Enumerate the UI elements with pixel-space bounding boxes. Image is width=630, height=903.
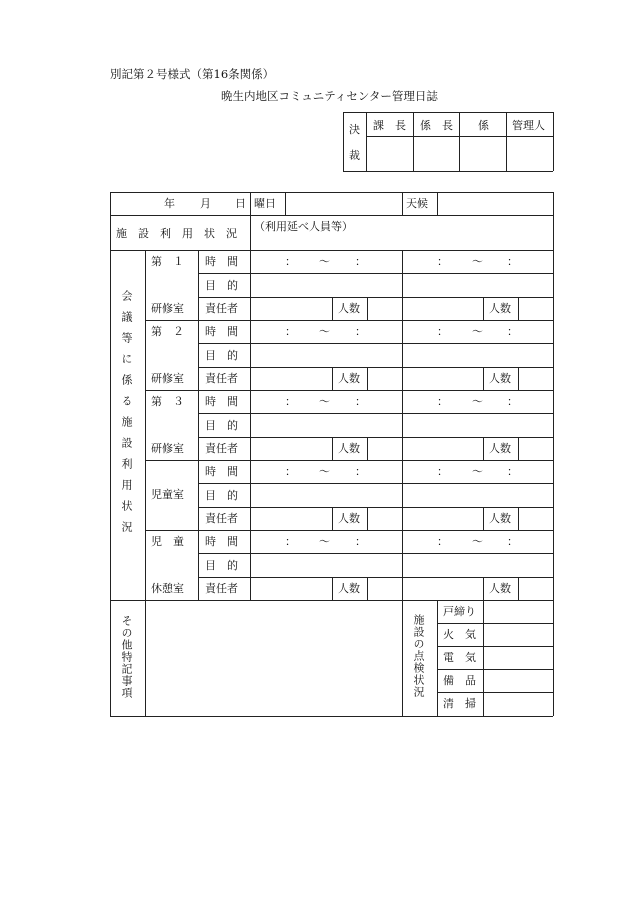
time-colon: ： (285, 255, 296, 268)
row-label-person: 責任者 (205, 302, 238, 315)
row-label-purpose: 目 的 (205, 349, 238, 362)
approval-col-subsection-chief: 係 長 (420, 119, 453, 132)
time-tilde: ～ (472, 255, 483, 268)
time-colon: ： (507, 535, 518, 548)
other-notes-label: その他特記事項 (120, 615, 133, 699)
count-label: 人数 (338, 442, 360, 455)
row-label-time: 時 間 (205, 255, 238, 268)
time-colon: ： (285, 465, 296, 478)
time-tilde: ～ (472, 465, 483, 478)
row-label-person: 責任者 (205, 512, 238, 525)
room-1-line3: 研修室 (151, 302, 184, 315)
time-colon: ： (285, 395, 296, 408)
row-label-time: 時 間 (205, 535, 238, 548)
room-4-label: 児童室 (151, 488, 184, 501)
row-label-time: 時 間 (205, 395, 238, 408)
time-colon: ： (355, 395, 366, 408)
time-colon: ： (437, 465, 448, 478)
room-2-line1: 第 ２ (151, 325, 184, 338)
weekday-label: 曜日 (254, 197, 276, 210)
usage-note: （利用延べ人員等） (254, 220, 353, 233)
count-label: 人数 (489, 512, 511, 525)
time-colon: ： (437, 535, 448, 548)
room-5-line3: 休憩室 (151, 582, 184, 595)
time-colon: ： (437, 395, 448, 408)
count-label: 人数 (338, 582, 360, 595)
weather-label: 天候 (406, 197, 428, 210)
room-3-line1: 第 ３ (151, 395, 184, 408)
time-colon: ： (507, 255, 518, 268)
room-2-line3: 研修室 (151, 372, 184, 385)
time-tilde: ～ (319, 535, 330, 548)
count-label: 人数 (489, 302, 511, 315)
time-colon: ： (355, 465, 366, 478)
inspection-item-locking: 戸締り (443, 605, 476, 618)
usage-label: 施 設 利 用 状 況 (116, 227, 237, 240)
approval-col-manager: 管理人 (512, 119, 545, 132)
room-1-line1: 第 １ (151, 255, 184, 268)
row-label-purpose: 目 的 (205, 419, 238, 432)
approval-col-section-chief: 課 長 (373, 119, 406, 132)
time-colon: ： (285, 535, 296, 548)
row-label-time: 時 間 (205, 465, 238, 478)
time-tilde: ～ (319, 255, 330, 268)
time-colon: ： (507, 395, 518, 408)
row-label-purpose: 目 的 (205, 489, 238, 502)
count-label: 人数 (489, 372, 511, 385)
time-colon: ： (507, 325, 518, 338)
count-label: 人数 (338, 372, 360, 385)
count-label: 人数 (338, 302, 360, 315)
count-label: 人数 (338, 512, 360, 525)
inspection-label: 施設の点検状況 (412, 614, 425, 698)
row-label-person: 責任者 (205, 372, 238, 385)
approval-label: 決 (349, 123, 360, 136)
time-tilde: ～ (472, 535, 483, 548)
inspection-item-equipment: 備 品 (443, 674, 476, 687)
inspection-item-cleaning: 清 掃 (443, 697, 476, 710)
time-tilde: ～ (319, 325, 330, 338)
time-tilde: ～ (319, 395, 330, 408)
inspection-item-electricity: 電 気 (443, 651, 476, 664)
approval-label: 裁 (349, 149, 360, 162)
date-year-label: 年 (164, 197, 175, 210)
date-day-label: 日 (235, 197, 246, 210)
form-note: 別記第２号様式（第16条関係） (110, 67, 275, 81)
room-5-line1: 児 童 (151, 535, 184, 548)
time-colon: ： (355, 255, 366, 268)
row-label-purpose: 目 的 (205, 279, 238, 292)
meeting-side-label: 会議等に係る施設利用状況 (120, 290, 133, 542)
count-label: 人数 (489, 582, 511, 595)
time-tilde: ～ (472, 325, 483, 338)
time-colon: ： (437, 255, 448, 268)
count-label: 人数 (489, 442, 511, 455)
time-colon: ： (507, 465, 518, 478)
row-label-time: 時 間 (205, 325, 238, 338)
row-label-person: 責任者 (205, 582, 238, 595)
row-label-purpose: 目 的 (205, 559, 238, 572)
date-month-label: 月 (200, 197, 211, 210)
time-colon: ： (437, 325, 448, 338)
time-colon: ： (355, 325, 366, 338)
time-tilde: ～ (319, 465, 330, 478)
row-label-person: 責任者 (205, 442, 238, 455)
approval-col-staff: 係 (478, 119, 489, 132)
page-title: 晩生内地区コミュニティセンター管理日誌 (221, 89, 438, 103)
room-3-line3: 研修室 (151, 442, 184, 455)
time-tilde: ～ (472, 395, 483, 408)
time-colon: ： (285, 325, 296, 338)
time-colon: ： (355, 535, 366, 548)
inspection-item-fire: 火 気 (443, 628, 476, 641)
